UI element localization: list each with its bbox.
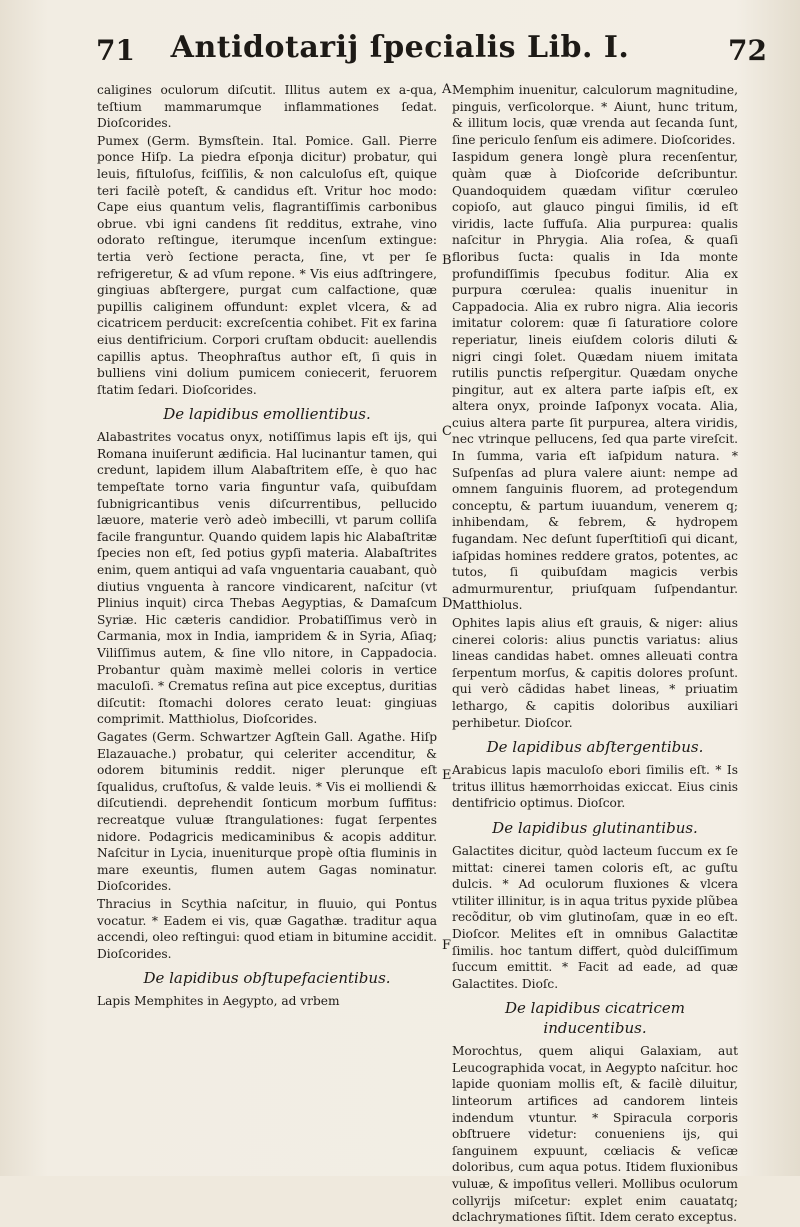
running-title: Antidotarij ſpecialis Lib. I.: [170, 30, 630, 65]
paragraph: Lapis Memphites in Aegypto, ad vrbem: [97, 994, 340, 1009]
right-column: [452, 82, 738, 1227]
paragraph: Pumex (Germ. Bymsſtein. Ital. Pomice. Gall. Pierre ponce Hiſp. La piedra eſponja dicitur) probatur, qui leuis, fiſtuloſus, fciſſilis, & non calculoſus eſt, quique teri facilè poteſt, & candidus eſt. Vritur hoc modo: Cape eius quantum velis, flagrantiſſimis carbonibus obrue. vbi igni candens ſit redditus, extrahe, vino odorato reſtingue, iterumque incenſum extingue: tertia verò ſectione peracta, ſine, vt per ſe refrigeretur, & ad vſum repone. * Vis eius adſtringere, gingiuas abſtergere, purgat cum calfactione, quæ pupillis caliginem offundunt: explet vlcera, & ad cicatricem perducit: excreſcentia cohibet. Fit ex farina eius dentifricium. Corpori cruſtam obducit: auellendis capillis aptus. Theophraſtus author eſt, ſi quis in bulliens vini dolium pumicem coniecerit, feruorem ſtatim ſedari. Dioſcorides.: [97, 133, 437, 397]
margin-letter: A: [442, 82, 452, 97]
page-number-right: 72: [728, 34, 767, 67]
section-heading: De lapidibus cicatricem inducentibus.: [505, 999, 685, 1038]
paragraph: Memphim inuenitur, calculorum magnitudine, pinguis, verſicolorque. * Aiunt, hunc tritum, & illitum locis, quæ vrenda aut ſecanda ſunt, ſine periculo ſenſum eis adimere. Dioſcorides.: [452, 83, 738, 147]
section-heading: De lapidibus emollientibus.: [163, 405, 371, 424]
paragraph: Galactites dicitur, quòd lacteum ſuccum ex ſe mittat: cinerei tamen coloris eſt, ac guſtu dulcis. * Ad oculorum fluxiones & vlcera vtiliter illinitur, is in aqua tritus pyxide plũbea recõditur, ob vim glutinoſam, quæ in eo eſt. Dioſcor. Melites eſt in omnibus Galactitæ ſimilis. hoc tantum differt, quòd dulciſſimum ſuccum emittit. * Facit ad eade, ad quæ Galactites. Dioſc.: [452, 843, 738, 991]
margin-letter: B: [442, 253, 452, 268]
section-heading: De lapidibus abſtergentibus.: [486, 738, 704, 757]
paragraph: Alabastrites vocatus onyx, notiſſimus lapis eſt ijs, qui Romana inuiſerunt ædificia. Hal lucinantur tamen, qui credunt, lapidem illum Alabaſtritem eſſe, è quo hac tempeſtate torno varia finguntur vaſa, quibuſdam ſubnigricantibus venis diſcurrentibus, pellucido læuore, materie verò adeò imbecilli, vt parum colliſa facile franguntur. Quando quidem lapis hic Alabaſtritæ ſpecies non eſt, ſed potius gypſi materia. Alabaſtrites enim, quem antiqui ad vaſa vnguentaria cauabant, quò diutius vnguenta à rancore vindicarent, naſcitur (vt Plinius inquit) circa Thebas Aegyptias, & Damaſcum Syriæ. Hic cæteris candidior. Probatiſſimus verò in Carmania, mox in India, iampridem & in Syria, Aſiaq; Viliſſimus autem, & ſine vllo nitore, in Cappadocia. Probantur quàm maximè mellei coloris in vertice maculoſi. * Crematus reſina aut pice exceptus, duritias diſcutit: ſtomachi dolores cerato leuat: gingiuas comprimit. Matthiolus, Dioſcorides.: [97, 430, 437, 727]
page-number-left: 71: [96, 34, 135, 67]
section-heading: De lapidibus obſtupefacientibus.: [143, 969, 391, 988]
paragraph: Gagates (Germ. Schwartzer Agſtein Gall. Agathe. Hiſp Elazauache.) probatur, qui celeriter accenditur, & odorem bituminis reddit. niger plerunque eſt ſqualidus, cruſtoſus, & valde leuis. * Vis ei molliendi & diſcutiendi. deprehendit ſonticum morbum ſuffitus: recreatque vuluæ ſtrangulationes: fugat ſerpentes nidore. Podagricis medicaminibus & acopis additur. Naſcitur in Lycia, inueniturque propè oſtia fluminis in mare exeuntis, flumen autem Gagas nominatur. Dioſcorides.: [97, 729, 437, 894]
section-heading: De lapidibus glutinantibus.: [492, 818, 698, 837]
paragraph: caligines oculorum diſcutit. Illitus autem ex a-qua, teſtium mammarumque inflammationes ſedat. Dioſcorides.: [97, 83, 437, 131]
paragraph: Thracius in Scythia naſcitur, in fluuio, qui Pontus vocatur. * Eadem ei vis, quæ Gagathæ. traditur aqua accendi, oleo reſtingui: quod etiam in bitumine accidit. Dioſcorides.: [97, 896, 437, 961]
paragraph: Morochtus, quem aliqui Galaxiam, aut Leucographida vocat, in Aegypto naſcitur. hoc lapide quoniam mollis eſt, & facilè diluitur, linteorum artifices ad candorem linteis indendum vtuntur. * Spiracula corporis obſtruere videtur: conueniens ijs, qui ſanguinem expuunt, cœliacis & veſicæ doloribus, cum aqua potus. Itidem fluxionibus vuluæ, & impoſitus velleri. Mollibus oculorum collyrijs miſcetur: explet enim cauatatq; dclachrymationes ſiſtit. Idem cerato exceptus.: [452, 1044, 738, 1225]
margin-letter: E: [442, 768, 452, 783]
left-column: [97, 82, 437, 1011]
paragraph: Arabicus lapis maculoſo ebori ſimilis eſt. * Is tritus illitus hæmorrhoidas exiccat. Eius cinis dentifricio optimus. Dioſcor.: [452, 763, 738, 811]
margin-letter: C: [442, 424, 452, 439]
paragraph: Iaspidum genera longè plura recenſentur, quàm quæ à Dioſcoride deſcribuntur. Quandoquidem quædam viſitur cœruleo copioſo, aut glauco pingui ſimilis, id eſt viridis, lacte ſuffuſa. Alia purpurea: qualis naſcitur in Phrygia. Alia roſea, & quaſi floribus ſucta: qualis in Ida monte profundiſſimis ſpecubus foditur. Alia ex purpura cœrulea: qualis inuenitur in Cappadocia. Alia ex rubro nigra. Alia iecoris imitatur colorem: quæ ſi ſaturatiore colore reperiatur, lineis eiuſdem coloris diluti & nigri cingi ſolet. Quædam niuem imitata rutilis punctis reſpergitur. Quædam onyche pingitur, aut ex altera parte iaſpis eſt, ex altera onyx, proinde Iaſponyx vocata. Alia, cuius altera parte ſit purpurea, altera viridis, nec vtrinque pellucens, ſed qua parte vireſcit. In ſumma, varia eſt iaſpidum natura. * Suſpenſas ad plura valere aiunt: nempe ad omnem ſanguinis fluorem, ad protegendum conceptu, & partum iuuandum, venerem q; inhibendam, & febrem, & hydropem fugandam. Nec deſunt ſuperſtitioſi qui dicant, iaſpidas homines reddere gratos, potentes, ac tutos, ſi quibuſdam magicis verbis admurmurentur, priuſquam ſuſpendantur. Matthiolus.: [452, 150, 738, 613]
paragraph: Ophites lapis alius eſt grauis, & niger: alius cinerei coloris: alius punctis variatus: alius lineas candidas habet. omnes alleuati contra ſerpentum morſus, & capitis dolores proſunt. qui verò cãdidas habet lineas, * priuatim lethargo, & capitis doloribus auxiliari perhibetur. Dioſcor.: [452, 616, 738, 730]
margin-letter: D: [442, 596, 453, 611]
margin-letter: F: [442, 938, 452, 953]
